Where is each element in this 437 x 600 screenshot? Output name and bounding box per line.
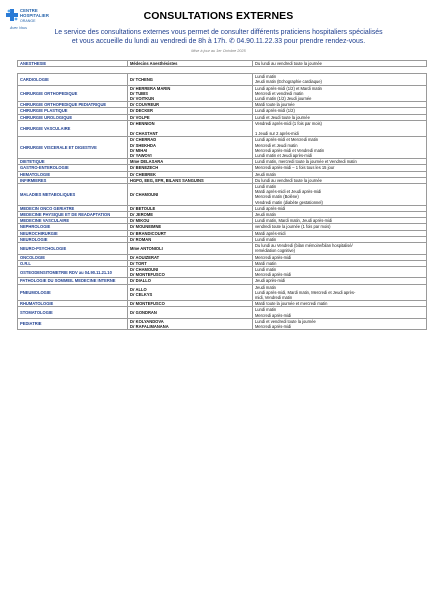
specialty-cell: NEURO-PSYCHOLOGIE (18, 243, 128, 254)
schedule-line: Du lundi au vendredi toute la journée (255, 61, 322, 66)
schedule-line: midi, Vendredi matin (255, 294, 293, 300)
specialty-cell: CHIRURGIE VISCERALE ET DIGESTIVE (18, 137, 128, 159)
schedule-cell (253, 318, 427, 329)
specialty-cell: CHIRURGIE VASCULAIRE (18, 120, 128, 137)
specialty-cell: O.R.L (18, 260, 128, 266)
schedule-line: Mardi après-midi (255, 230, 286, 236)
schedule-line: Lundi matin (255, 74, 277, 80)
specialty-cell: CHIRURGIE ORTHOPEDIQUE PEDIATRIQUE (18, 102, 128, 108)
specialty-cell: MALADIES METABOLIQUES (18, 184, 128, 206)
doctor-cell (128, 284, 253, 301)
specialty-cell: MEDECINE VASCULAIRE (18, 218, 128, 224)
doctor-name: Dr DECKER (130, 108, 153, 114)
table-row (18, 307, 427, 318)
schedule-line: vendredi toute la journée (1 fois par mois) (255, 224, 331, 230)
doctor-name: Dr BETOULE (130, 205, 156, 211)
spacer-cell (18, 67, 427, 74)
doctor-name: Dr CHAMOUNI (130, 266, 159, 272)
table-row (18, 85, 427, 102)
schedule-line: Lundi matin (255, 307, 277, 313)
schedule-cell (253, 243, 427, 254)
consultations-table-body (18, 61, 427, 330)
doctor-name: Dr SHEKHDA (130, 142, 156, 148)
table-row (18, 266, 427, 277)
schedule-line: Lundi matin (1/2) Jeudi journée (255, 96, 312, 102)
doctor-name: Dr HERRERA MARIN (130, 85, 171, 91)
specialty-cell: ANESTHESIE (18, 61, 128, 67)
schedule-line: Mercredi et vendredi matin (255, 90, 304, 96)
doctor-name: Dr TORT (130, 260, 147, 266)
schedule-line: Lundi après-midi, Mardi matin, Mercredi et Jeudi après- (255, 289, 356, 295)
schedule-line: Du lundi au Vendredi (bilan mémoire/bilan hospitalisé/ (255, 243, 353, 249)
schedule-line: Mercredi après-midi (255, 254, 292, 260)
table-row (18, 284, 427, 301)
doctor-name: Dr AOUIZERAT (130, 254, 160, 260)
schedule-line: Mardi après-midi et Jeudi après-midi (255, 189, 322, 195)
specialty-cell: NEUROLOGIE (18, 236, 128, 242)
doctor-name: Dr BRANDICOURT (130, 230, 167, 236)
schedule-line: Mercredi après-midi (255, 272, 292, 278)
intro-line-1: Le service des consultations externes vous permet de consulter différents praticiens hospitaliers spécialisés (54, 29, 383, 36)
specialty-cell: CARDIOLOGIE (18, 74, 128, 85)
doctor-name: Dr ROMAN (130, 236, 152, 242)
schedule-line: Lundi matin, mercredi toute la journée et Vendredi matin (255, 159, 357, 165)
schedule-cell (253, 184, 427, 206)
doctor-name: Médecins Anesthésistes (130, 61, 178, 66)
doctor-name: Dr HENNION (130, 120, 155, 126)
table-row (18, 120, 427, 137)
doctor-name: Dr GONDRAN (130, 309, 157, 315)
table-row (18, 74, 427, 85)
logo-text: CENTRE HOSPITALIER (20, 8, 49, 18)
schedule-line: Mardi matin (255, 260, 277, 266)
doctor-name: Dr TCHENG (130, 76, 153, 82)
schedule-line: Jeudi matin (255, 284, 276, 290)
schedule-cell (253, 307, 427, 318)
schedule-line: Mercredi après-midi et Vendredi matin (255, 147, 325, 153)
table-spacer (18, 67, 427, 74)
doctor-cell (128, 184, 253, 206)
schedule-line: Lundi et vendredi toute la journée (255, 318, 316, 324)
doctor-name: Dr CHAMOUNI (130, 191, 159, 197)
doctor-name: HGPO, EEG, EFR, BILANS SANGUINS (130, 177, 204, 183)
doctor-cell (128, 74, 253, 85)
schedule-cell (253, 137, 427, 159)
schedule-line: Jeudi après-midi (255, 278, 286, 284)
doctor-name: Dr YAWOVI (130, 153, 152, 159)
specialty-cell: RHUMATOLOGIE (18, 301, 128, 307)
doctor-cell (128, 266, 253, 277)
doctor-name: Dr CHASTANT (130, 131, 158, 137)
table-row (18, 318, 427, 329)
intro-line-2: et vous accueille du lundi au vendredi de 8h à 17h. ✆ 04.90.11.22.33 pour prendre rendez-vous. (71, 38, 366, 46)
doctor-cell (128, 120, 253, 137)
specialty-cell: CHIRURGIE PLASTIQUE (18, 108, 128, 114)
doctor-name: Dr MOUNEIMNE (130, 224, 162, 230)
doctor-name: Dr COUVREUR (130, 102, 160, 108)
specialty-cell: DIETETIQUE (18, 159, 128, 165)
doctor-name: Dr BENEZECH (130, 165, 159, 171)
schedule-line: Lundi matin (255, 236, 277, 242)
logo-tagline: Avec Vous (10, 26, 27, 30)
schedule-line: 1 Jeudi sur 2 après-midi (255, 131, 299, 137)
specialty-cell: STOMATOLOGIE (18, 307, 128, 318)
specialty-cell: NEPHROLOGIE (18, 224, 128, 230)
schedule-line: Lundi après-midi (1/2) (255, 108, 295, 114)
doctor-name: Dr DIALLO (130, 278, 151, 284)
doctor-name: Dr CHEBREK (130, 171, 156, 177)
doctor-cell (128, 307, 253, 318)
specialty-cell: HEMATOLOGIE (18, 171, 128, 177)
page-title: CONSULTATIONS EXTERNES (143, 10, 294, 22)
specialty-cell: MEDECINE PHYSIQUE ET DE READAPTATION (18, 212, 128, 218)
schedule-line: Mercredi matin (Bolène) (255, 194, 299, 200)
schedule-line: Lundi matin et Jeudi après-midi (255, 153, 312, 159)
schedule-line: Vendredi après-midi (1 fois par mois) (255, 120, 322, 126)
specialty-cell: CHIRURGIE UROLOGIQUE (18, 114, 128, 120)
doctor-name: Dr VOITKUN (130, 96, 155, 102)
doctor-name: Dr JEROME (130, 212, 153, 218)
doctor-name: Dr MONTEFUSCO (130, 272, 165, 278)
schedule-line: Lundi matin (255, 266, 277, 272)
doctor-name: Dr MIKOU (130, 218, 150, 224)
doctor-name: Mme ANTONIOLI (130, 245, 163, 251)
schedule-line: Lundi après-midi (255, 205, 286, 211)
schedule-line: Lundi matin (255, 184, 277, 190)
table-row (18, 137, 427, 159)
intro-text (8, 28, 429, 46)
doctor-name: Dr CHERRAD (130, 137, 157, 143)
schedule-line: Lundi après-midi et Mercredi matin (255, 137, 319, 143)
doctor-name: Dr MIHAI (130, 147, 148, 153)
schedule-line: Jeudi matin (255, 171, 276, 177)
schedule-line: Lundi après-midi (1/2) et Mardi matin (255, 85, 322, 91)
table-row (18, 184, 427, 206)
schedule-line: Du lundi au vendredi toute la journée (255, 177, 322, 183)
specialty-cell: ONCOLOGIE (18, 254, 128, 260)
specialty-cell: PATHOLOGIE DU SOMMEIL MEDECINE INTERNE (18, 278, 128, 284)
schedule-line: Mercredi et Jeudi matin (255, 142, 298, 148)
doctor-cell (128, 243, 253, 254)
specialty-cell: OSTEODENSITOMETRIE RDV au 04.90.11.21.10 (18, 266, 128, 277)
schedule-cell (253, 266, 427, 277)
specialty-cell: INFIRMIERES (18, 177, 128, 183)
doctor-cell (128, 137, 253, 159)
schedule-line: Lundi et Jeudi toute la journée (255, 114, 310, 120)
specialty-cell: MEDECIN ONCO GERIATRE (18, 205, 128, 211)
schedule-line: Lundi matin, Mardi matin, Jeudi après-midi (255, 218, 333, 224)
schedule-line: Mercredi après-midi (255, 323, 292, 329)
doctor-name: Dr KOLYANDOVA (130, 318, 164, 324)
specialty-cell: CHIRURGIE ORTHOPEDIQUE (18, 85, 128, 102)
doctor-name: Dr CELKYS (130, 292, 153, 298)
schedule-line: Vendredi matin (diabète gestationnel) (255, 199, 323, 205)
specialty-cell: GASTRO-ENTEROLOGIE (18, 165, 128, 171)
logo-subtext: ORANGE (20, 19, 36, 23)
schedule-line: Mercredi après-midi (255, 312, 292, 318)
doctor-name: Dr TUBIS (130, 90, 148, 96)
specialty-cell: PEDIATRIE (18, 318, 128, 329)
schedule-line: remédiation cognitive) (255, 248, 296, 254)
update-date: Mise à jour au 1er Octobre 2025 (191, 49, 246, 53)
schedule-cell (253, 85, 427, 102)
schedule-line: Jeudi matin (255, 212, 276, 218)
schedule-cell (253, 74, 427, 85)
doctor-name: Dr VOLPE (130, 114, 150, 120)
doctor-cell (128, 318, 253, 329)
doctor-name: Dr MONTEFUSCO (130, 301, 165, 307)
doctor-name: Mme DELASARA (130, 159, 164, 165)
schedule-cell (253, 120, 427, 137)
consultations-table (17, 60, 427, 330)
doctor-cell (128, 85, 253, 102)
doctor-name: Dr ALLO (130, 287, 147, 293)
specialty-cell: NEUROCHIRURGIE (18, 230, 128, 236)
schedule-line: Mardi toute la journée (255, 102, 295, 108)
doctor-name: Dr RAFALIMANANA (130, 323, 169, 329)
specialty-cell: PNEUMOLOGIE (18, 284, 128, 301)
table-row (18, 243, 427, 254)
schedule-cell (253, 284, 427, 301)
schedule-line: Mardi toute la journée et mercredi matin (255, 301, 328, 307)
schedule-line: Jeudi matin (Echographie cardiaque) (255, 79, 322, 85)
schedule-line: Mercredi après-midi – 1 fois tous les 15 jour (255, 165, 335, 171)
